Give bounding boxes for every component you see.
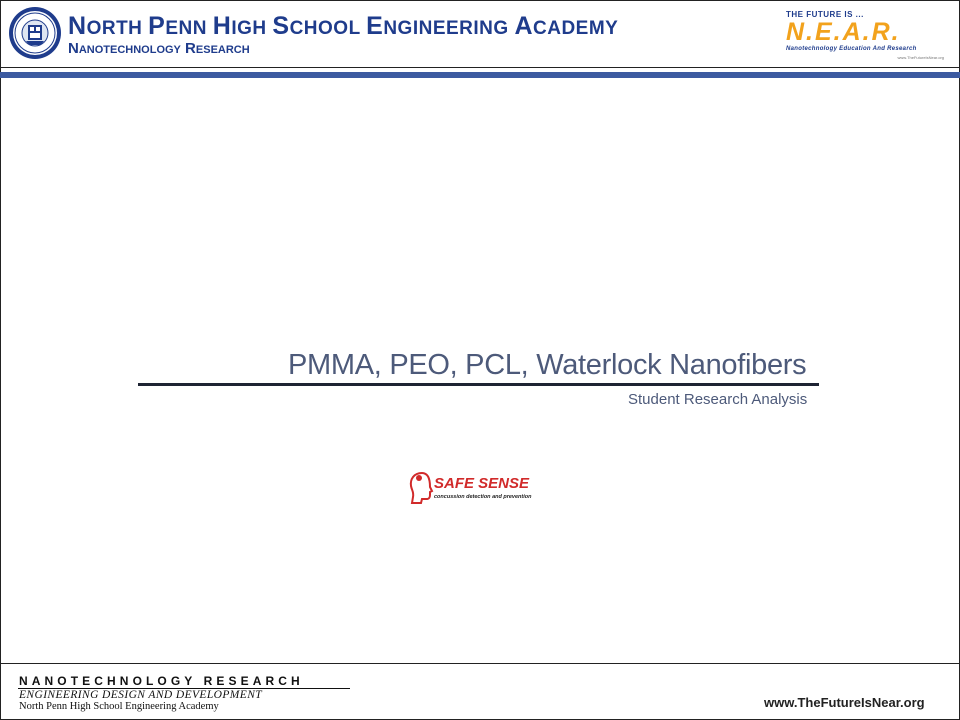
header-blue-bar [0,72,960,78]
safe-sense-logo [408,470,558,506]
footer-school-name: North Penn High School Engineering Academy [19,701,219,712]
header-title: NORTH PENN HIGH SCHOOL ENGINEERING ACADEMY [68,12,619,40]
slide-subtitle: Student Research Analysis [628,391,808,408]
slide-header [0,0,960,70]
safe-sense-name: SAFE SENSE [434,475,530,492]
near-logo-url: www.TheFutureIsNear.org [897,55,944,60]
header-divider [0,67,960,68]
head-profile-icon [408,470,436,506]
safe-sense-tagline: concussion detection and prevention [434,494,532,500]
near-logo-subtitle: Nanotechnology Education And Research [786,46,917,52]
footer-divider [0,663,960,664]
header-subtitle: Nanotechnology Research [68,40,250,57]
near-logo [784,8,946,66]
near-logo-tagline: THE FUTURE IS ... [786,10,864,19]
footer-url: www.TheFutureIsNear.org [764,695,925,710]
near-logo-wordmark: N.E.A.R. [786,18,901,46]
slide-title: PMMA, PEO, PCL, Waterlock Nanofibers [288,349,807,381]
footer-nanotech-label: NANOTECHNOLOGY RESEARCH [19,674,304,688]
footer-engineering-label: ENGINEERING DESIGN AND DEVELOPMENT [19,689,263,701]
school-seal-icon [8,6,62,60]
title-underline [138,383,819,386]
